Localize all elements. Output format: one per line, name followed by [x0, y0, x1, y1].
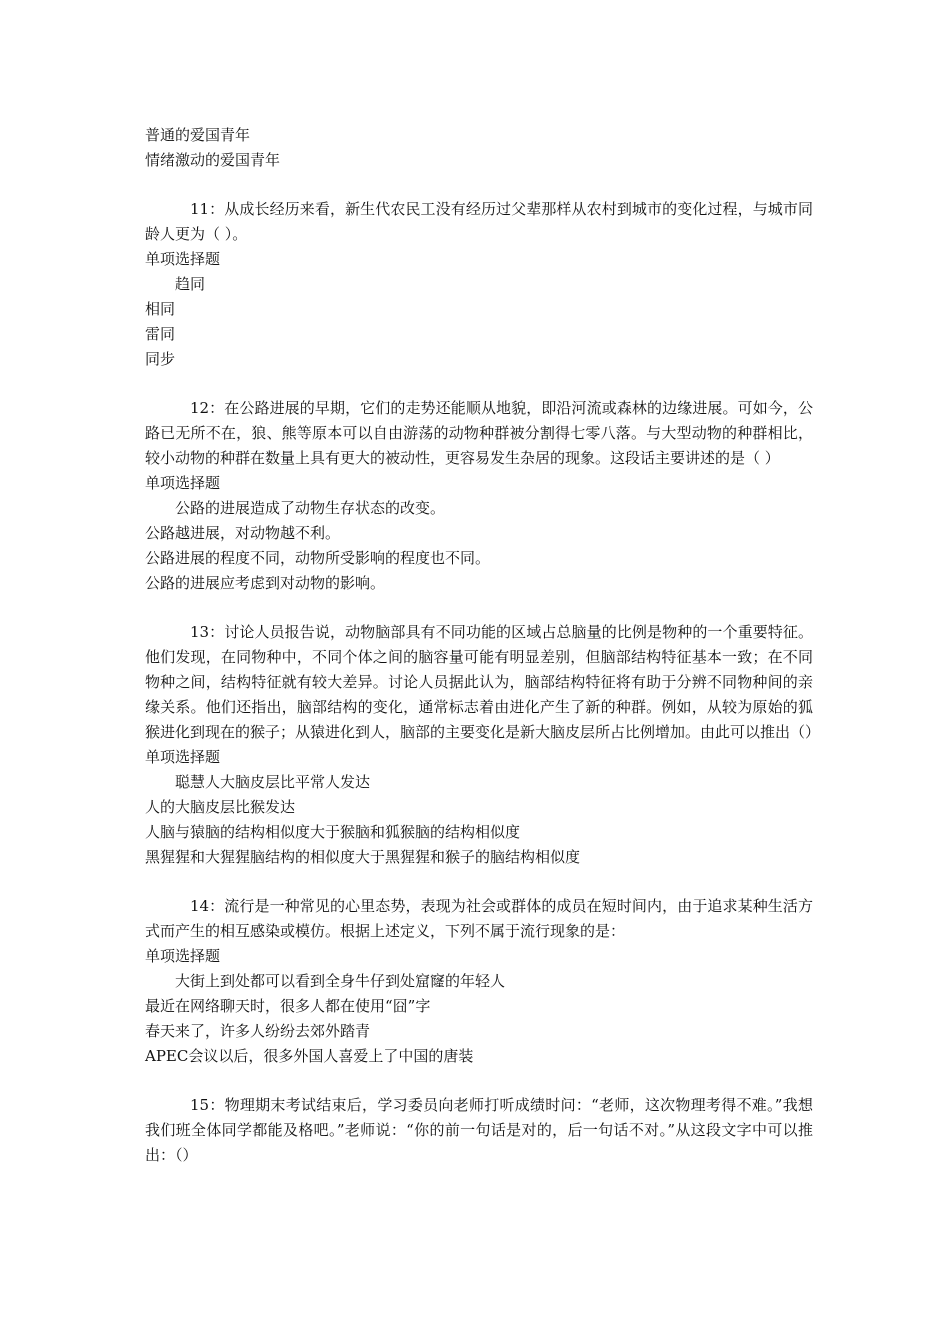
answer-option: APEC会议以后，很多外国人喜爱上了中国的唐装	[145, 1047, 474, 1065]
spacer	[145, 870, 813, 894]
question-block-13	[145, 620, 821, 870]
answer-option: 公路的进展造成了动物生存状态的改变。	[175, 499, 446, 517]
answer-option: 公路越进展，对动物越不利。	[145, 524, 341, 542]
document-page	[145, 123, 821, 1168]
answer-option: 同步	[145, 350, 176, 368]
question-type: 单项选择题	[145, 474, 221, 492]
question-type: 单项选择题	[145, 947, 221, 965]
question-text: 11：从成长经历来看，新生代农民工没有经历过父辈那样从农村到城市的变化过程，与城市同龄人更为（ ）。	[145, 200, 813, 243]
spacer	[145, 1069, 813, 1093]
option-line: 情绪激动的爱国青年	[145, 151, 281, 169]
question-type: 单项选择题	[145, 250, 221, 268]
answer-option: 大街上到处都可以看到全身牛仔到处窟窿的年轻人	[175, 972, 506, 990]
question-block-12	[145, 396, 813, 596]
question-text: 12：在公路进展的早期，它们的走势还能顺从地貌，即沿河流或森林的边缘进展。可如今，公路已无所不在，狼、熊等原本可以自由游荡的动物种群被分割得七零八落。与大型动物的种群相比，较小动物的种群在数量上具有更大的被动性，更容易发生杂居的现象。这段话主要讲述的是（ ）	[145, 399, 813, 467]
answer-option: 黑猩猩和大猩猩脑结构的相似度大于黑猩猩和猴子的脑结构相似度	[145, 848, 581, 866]
question-block-14	[145, 894, 813, 1069]
spacer	[145, 173, 813, 197]
spacer	[145, 596, 813, 620]
question-block-15	[145, 1093, 813, 1168]
option-line: 普通的爱国青年	[145, 126, 251, 144]
answer-option: 公路的进展应考虑到对动物的影响。	[145, 574, 386, 592]
question-type: 单项选择题	[145, 748, 221, 766]
answer-option: 人脑与猿脑的结构相似度大于猴脑和狐猴脑的结构相似度	[145, 823, 521, 841]
answer-option: 春天来了，许多人纷纷去郊外踏青	[145, 1022, 371, 1040]
answer-option: 人的大脑皮层比猴发达	[145, 798, 296, 816]
spacer	[145, 372, 813, 396]
question-block-11	[145, 197, 813, 372]
answer-option: 雷同	[145, 325, 176, 343]
answer-option: 相同	[145, 300, 176, 318]
answer-option: 趋同	[175, 275, 206, 293]
question-text: 14：流行是一种常见的心里态势，表现为社会或群体的成员在短时间内，由于追求某种生活方式而产生的相互感染或模仿。根据上述定义，下列不属于流行现象的是：	[145, 897, 813, 940]
answer-option: 公路进展的程度不同，动物所受影响的程度也不同。	[145, 549, 491, 567]
answer-option: 聪慧人大脑皮层比平常人发达	[175, 773, 371, 791]
question-text: 13：讨论人员报告说，动物脑部具有不同功能的区域占总脑量的比例是物种的一个重要特征。他们发现，在同物种中，不同个体之间的脑容量可能有明显差别，但脑部结构特征基本一致；在不同物种之间，结构特征就有较大差异。讨论人员据此认为，脑部结构特征将有助于分辨不同物种间的亲缘关系。他们还指出，脑部结构的变化，通常标志着由进化产生了新的种群。例如，从较为原始的狐猴进化到现在的猴子；从猿进化到人，脑部的主要变化是新大脑皮层所占比例增加。由此可以推出（）	[145, 623, 821, 741]
question-text: 15：物理期末考试结束后，学习委员向老师打听成绩时问：“老师，这次物理考得不难。”我想我们班全体同学都能及格吧。”老师说：“你的前一句话是对的，后一句话不对。”从这段文字中可以推出：（）	[145, 1096, 813, 1164]
answer-option: 最近在网络聊天时，很多人都在使用“囧”字	[145, 997, 431, 1015]
